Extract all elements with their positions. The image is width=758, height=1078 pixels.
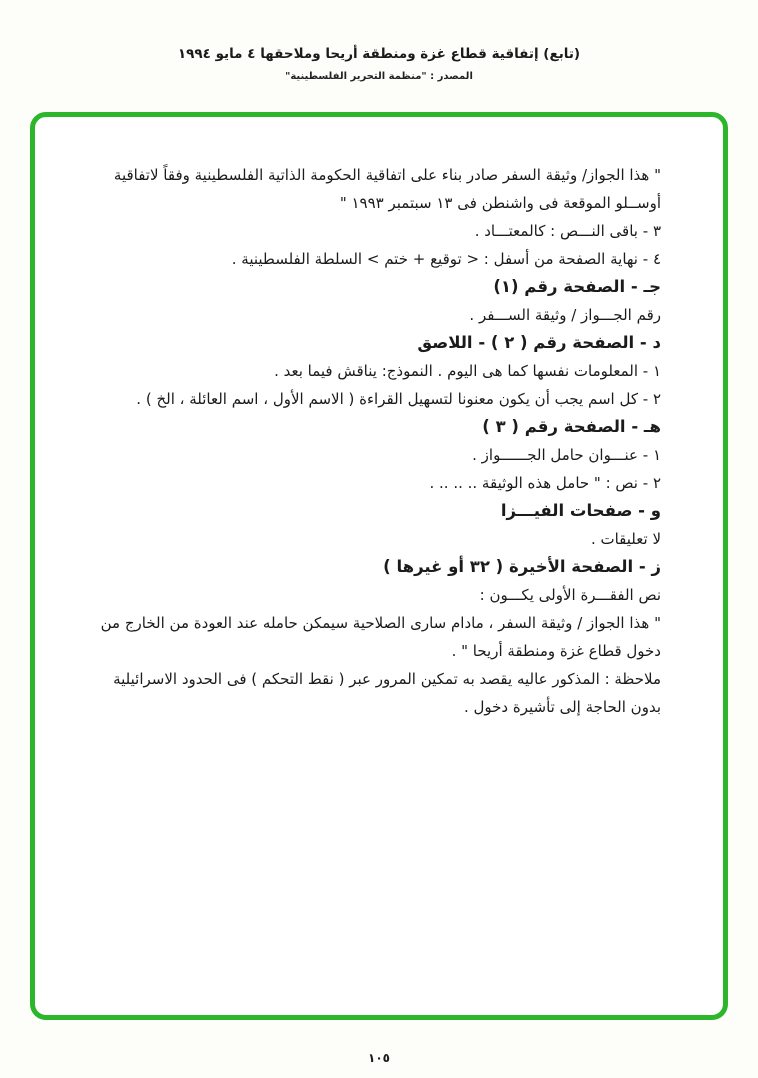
section-z-heading: ز - الصفحة الأخيرة ( ٣٢ أو غيرها ) (383, 557, 661, 576)
section-j-heading: جـ - الصفحة رقم (١) (493, 277, 661, 296)
section-w-heading: و - صفحات الفيـــزا (500, 501, 661, 520)
section-z-intro: نص الفقـــرة الأولى يكـــون : (479, 586, 661, 604)
opening-quote-paragraph: " هذا الجواز/ وثيقة السفر صادر بناء على اتفاقية الحكومة الذاتية الفلسطينية وفقاً لاتفاقية أوســلو الموقعة فى واشنطن فى ١٣ سبتمبر ١٩٩٣ " (113, 166, 661, 212)
section-d-item-2: ٢ - كل اسم يجب أن يكون معنونا لتسهيل القراءة ( الاسم الأول ، اسم العائلة ، الخ ) . (136, 390, 661, 408)
page-number: ١٠٥ (368, 1051, 390, 1065)
section-j-text: رقم الجـــواز / وثيقة الســـفر . (469, 306, 661, 324)
document-body (35, 117, 723, 721)
section-w-text: لا تعليقات . (590, 530, 661, 548)
document-frame (30, 112, 728, 1020)
section-h-heading: هـ - الصفحة رقم ( ٣ ) (482, 417, 661, 436)
list-item-4: ٤ - نهاية الصفحة من أسفل : < توقيع + ختم > السلطة الفلسطينية . (231, 250, 661, 268)
section-d-heading: د - الصفحة رقم ( ٢ ) - اللاصق (417, 333, 661, 352)
page-footer (0, 1047, 758, 1066)
section-h-item-2: ٢ - نص : " حامل هذه الوثيقة .. .. .. . (429, 474, 661, 492)
document-header (0, 46, 758, 82)
section-d-item-1: ١ - المعلومات نفسها كما هى اليوم . النموذج: يناقش فيما بعد . (274, 362, 661, 380)
note-paragraph: ملاحظة : المذكور عاليه يقصد به تمكين المرور عبر ( نقط التحكم ) فى الحدود الاسرائيلية بدون الحاجة إلى تأشيرة دخول . (113, 670, 661, 716)
header-source: المصدر : "منظمة التحرير الفلسطينية" (285, 71, 473, 82)
section-z-paragraph: " هذا الجواز / وثيقة السفر ، مادام سارى الصلاحية سيمكن حامله عند العودة من الخارج من دخول قطاع غزة ومنطقة أريحا " . (100, 614, 661, 660)
header-title: (تابع) إتفاقية قطاع غزة ومنطقة أريحا وملاحقها ٤ مايو ١٩٩٤ (177, 46, 581, 62)
list-item-3: ٣ - باقى النـــص : كالمعتـــاد . (474, 222, 661, 240)
section-h-item-1: ١ - عنـــوان حامل الجــــــواز . (472, 446, 661, 464)
